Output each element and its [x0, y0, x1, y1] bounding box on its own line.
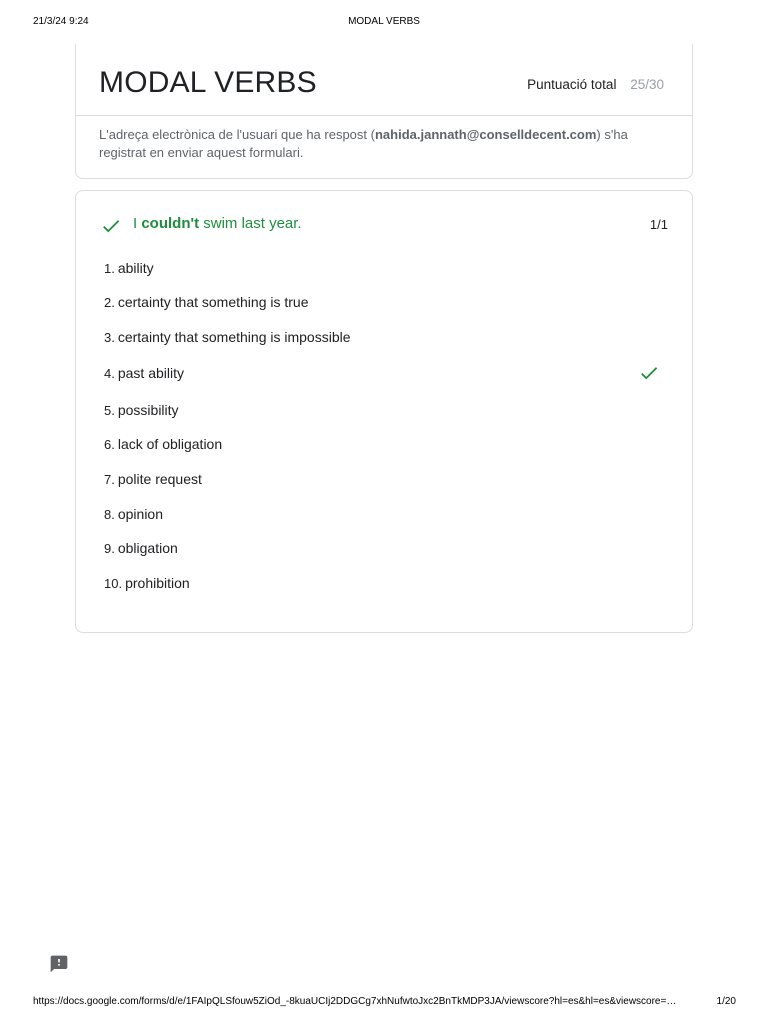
answer-option-selected	[104, 362, 668, 384]
respondent-email: nahida.jannath@conselldecent.com	[374, 127, 597, 142]
answer-option	[104, 433, 668, 455]
question-title	[133, 214, 302, 234]
answer-option	[104, 326, 668, 348]
total-score	[527, 76, 664, 94]
option-label: possibility	[117, 402, 179, 418]
question-title-bold: couldn't	[141, 215, 200, 232]
answer-option	[104, 399, 668, 421]
option-number: 4.	[104, 366, 115, 381]
option-number: 7.	[104, 472, 115, 487]
answer-option	[104, 503, 668, 525]
check-icon	[638, 362, 660, 384]
option-number: 8.	[104, 507, 115, 522]
check-icon	[100, 215, 122, 237]
option-number: 10.	[104, 576, 123, 591]
print-header	[0, 16, 768, 30]
option-label: prohibition	[125, 575, 190, 591]
email-note-prefix: L'adreça electrònica de l'usuari que ha respost (	[99, 127, 375, 142]
answer-option	[104, 537, 668, 559]
answer-option	[104, 257, 668, 279]
option-label: lack of obligation	[117, 436, 223, 452]
score-value: 25/30	[630, 77, 664, 92]
option-number: 5.	[104, 403, 115, 418]
email-note-suffix: ) s'ha registrat en enviar aquest formulari.	[99, 127, 628, 160]
answer-option	[104, 291, 668, 313]
answer-option	[104, 468, 668, 490]
option-number: 2.	[104, 295, 115, 310]
feedback-icon[interactable]	[49, 954, 69, 974]
question-card	[75, 190, 693, 633]
email-note	[99, 126, 662, 162]
form-title: MODAL VERBS	[99, 66, 317, 99]
option-number: 1.	[104, 261, 115, 276]
option-number: 3.	[104, 330, 115, 345]
option-label: certainty that something is true	[117, 294, 309, 310]
question-title-prefix: I	[133, 215, 142, 232]
option-number: 9.	[104, 541, 115, 556]
answer-option	[104, 572, 668, 594]
option-label: polite request	[117, 471, 202, 487]
form-header-card	[75, 44, 693, 179]
option-label: past ability	[117, 365, 184, 381]
option-number: 6.	[104, 437, 115, 452]
header-divider	[76, 115, 692, 116]
print-page-number: 1/20	[716, 996, 736, 1007]
question-title-suffix: swim last year.	[199, 215, 302, 232]
print-url: https://docs.google.com/forms/d/e/1FAIpQLSfouw5ZiOd_-8kuaUCIj2DDGCg7xhNufwtoJxc2BnTkMDP3JA/viewscore?hl=es&hl=es&viewscore=…	[33, 996, 677, 1007]
score-label: Puntuació total	[527, 77, 617, 92]
print-date: 21/3/24 9:24	[33, 16, 89, 27]
print-footer	[0, 996, 768, 1010]
option-label: obligation	[117, 540, 178, 556]
print-title: MODAL VERBS	[348, 16, 420, 27]
option-label: certainty that something is impossible	[117, 329, 351, 345]
option-label: ability	[117, 260, 154, 276]
question-points: 1/1	[649, 217, 668, 232]
option-label: opinion	[117, 506, 163, 522]
